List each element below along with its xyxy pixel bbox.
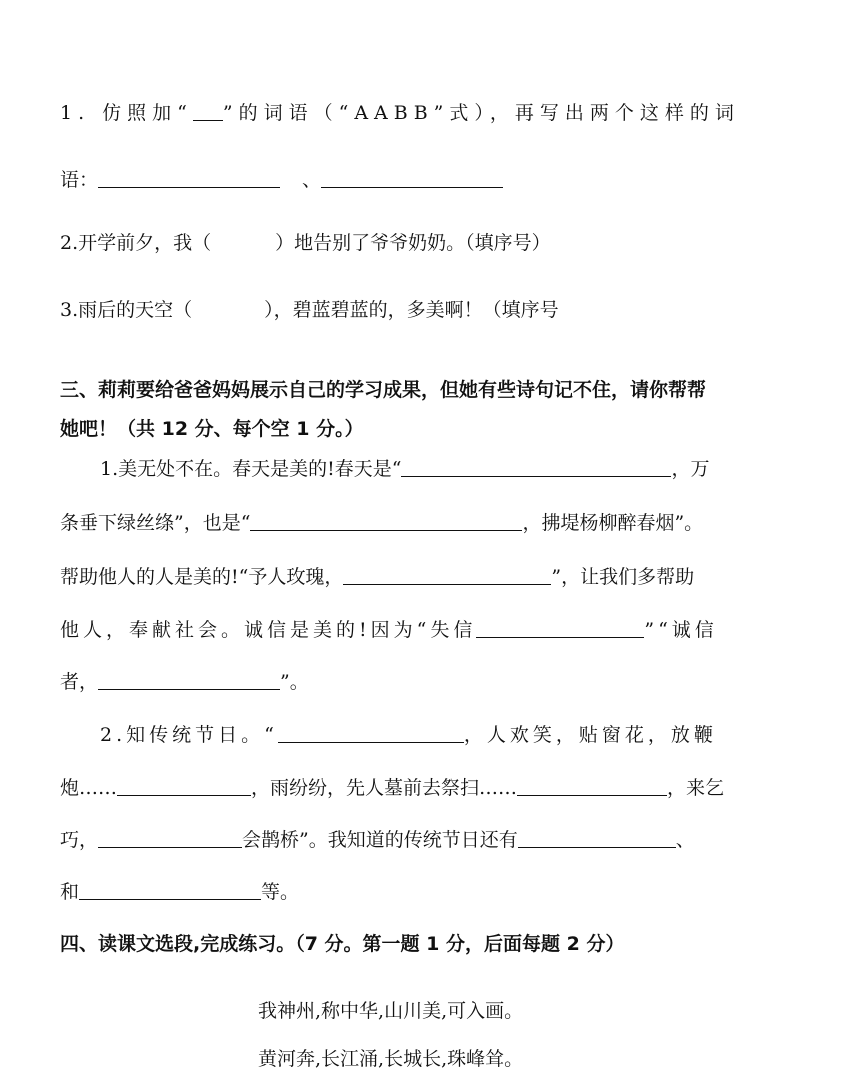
p1-l3-tail: ”，让我们多帮助 [551,566,695,588]
p1-blank-5[interactable] [98,671,280,690]
p1-l1-text: 1.美无处不在。春天是美的!春天是“ [100,458,402,480]
q1-text-pre: 1. 仿照加“ [60,102,193,124]
q2-text-post: ）地告别了爷爷奶奶。（填序号） [275,232,551,254]
p1-l5-text: 者， [60,671,99,693]
p1-line2 [60,510,703,536]
p2-l2-mid: ，雨纷纷，先人墓前去祭扫…… [251,777,518,799]
p2-l3-text: 巧， [60,829,99,851]
p1-l5-tail: ”。 [280,671,309,693]
q1-line1 [60,100,740,126]
poem-line2: 黄河奔,长江涌,长城长,珠峰耸。 [258,1048,524,1070]
q1-text-post: ”的词语（“AABB”式），再写出两个这样的词 [222,102,740,124]
p1-l2-tail: ，拂堤杨柳醉春烟”。 [522,512,704,534]
p2-blank-2[interactable] [117,777,251,796]
p2-blank-4[interactable] [98,829,242,848]
p2-l1-text: 2.知传统节日。“ [100,724,278,746]
p1-l4-tail: ”“诚信 [644,619,718,641]
p1-line5 [60,669,309,695]
q2-text-pre: 2.开学前夕，我（ [60,232,212,254]
q3-text-post: ），碧蓝碧蓝的，多美啊！（填序号 [264,299,559,321]
p1-line3 [60,564,694,590]
q1-example-blank[interactable] [193,102,223,121]
p2-l1-tail: ，人欢笑，贴窗花，放鞭 [463,724,717,746]
p1-l4-text: 他人，奉献社会。诚信是美的!因为“失信 [60,619,477,641]
q1-line2 [60,167,503,193]
p1-blank-3[interactable] [343,566,551,585]
q3-line [60,297,559,323]
p1-l3-text: 帮助他人的人是美的!“予人玫瑰， [60,566,344,588]
p2-blank-3[interactable] [517,777,667,796]
p1-blank-2[interactable] [250,512,522,531]
p1-line1 [100,456,710,482]
p2-l3-tail: 、 [675,829,695,851]
p2-l2-text: 炮…… [60,777,118,799]
q1-label: 语： [60,169,99,191]
p2-l3-mid: 会鹊桥”。我知道的传统节日还有 [242,829,518,851]
section3-heading-line2: 她吧！（共 12 分、每个空 1 分。） [60,418,364,440]
p2-blank-6[interactable] [79,881,261,900]
q1-separator: 、 [302,169,322,191]
poem-line1: 我神州,称中华,山川美,可入画。 [258,1000,524,1022]
p2-l4-tail: 等。 [261,881,300,903]
p2-line3 [60,827,695,853]
p2-l2-tail: ，来乞 [667,777,725,799]
q1-answer-blank-1[interactable] [98,169,280,188]
p2-l4-text: 和 [60,881,80,903]
p2-blank-1[interactable] [278,724,464,743]
section3-heading-line1: 三、莉莉要给爸爸妈妈展示自己的学习成果，但她有些诗句记不住，请你帮帮 [60,379,707,401]
p2-line4 [60,879,299,905]
section4-heading: 四、读课文选段,完成练习。（7 分。第一题 1 分，后面每题 2 分） [60,933,625,955]
p2-line2 [60,775,724,801]
q2-line [60,230,551,256]
p1-blank-4[interactable] [476,619,644,638]
p1-l2-text: 条垂下绿丝绦”，也是“ [60,512,251,534]
p2-line1 [100,722,717,748]
p1-blank-1[interactable] [401,458,671,477]
p1-line4 [60,617,718,643]
q3-text-pre: 3.雨后的天空（ [60,299,193,321]
p1-l1-tail: ，万 [671,458,710,480]
p2-blank-5[interactable] [518,829,676,848]
q1-answer-blank-2[interactable] [321,169,503,188]
